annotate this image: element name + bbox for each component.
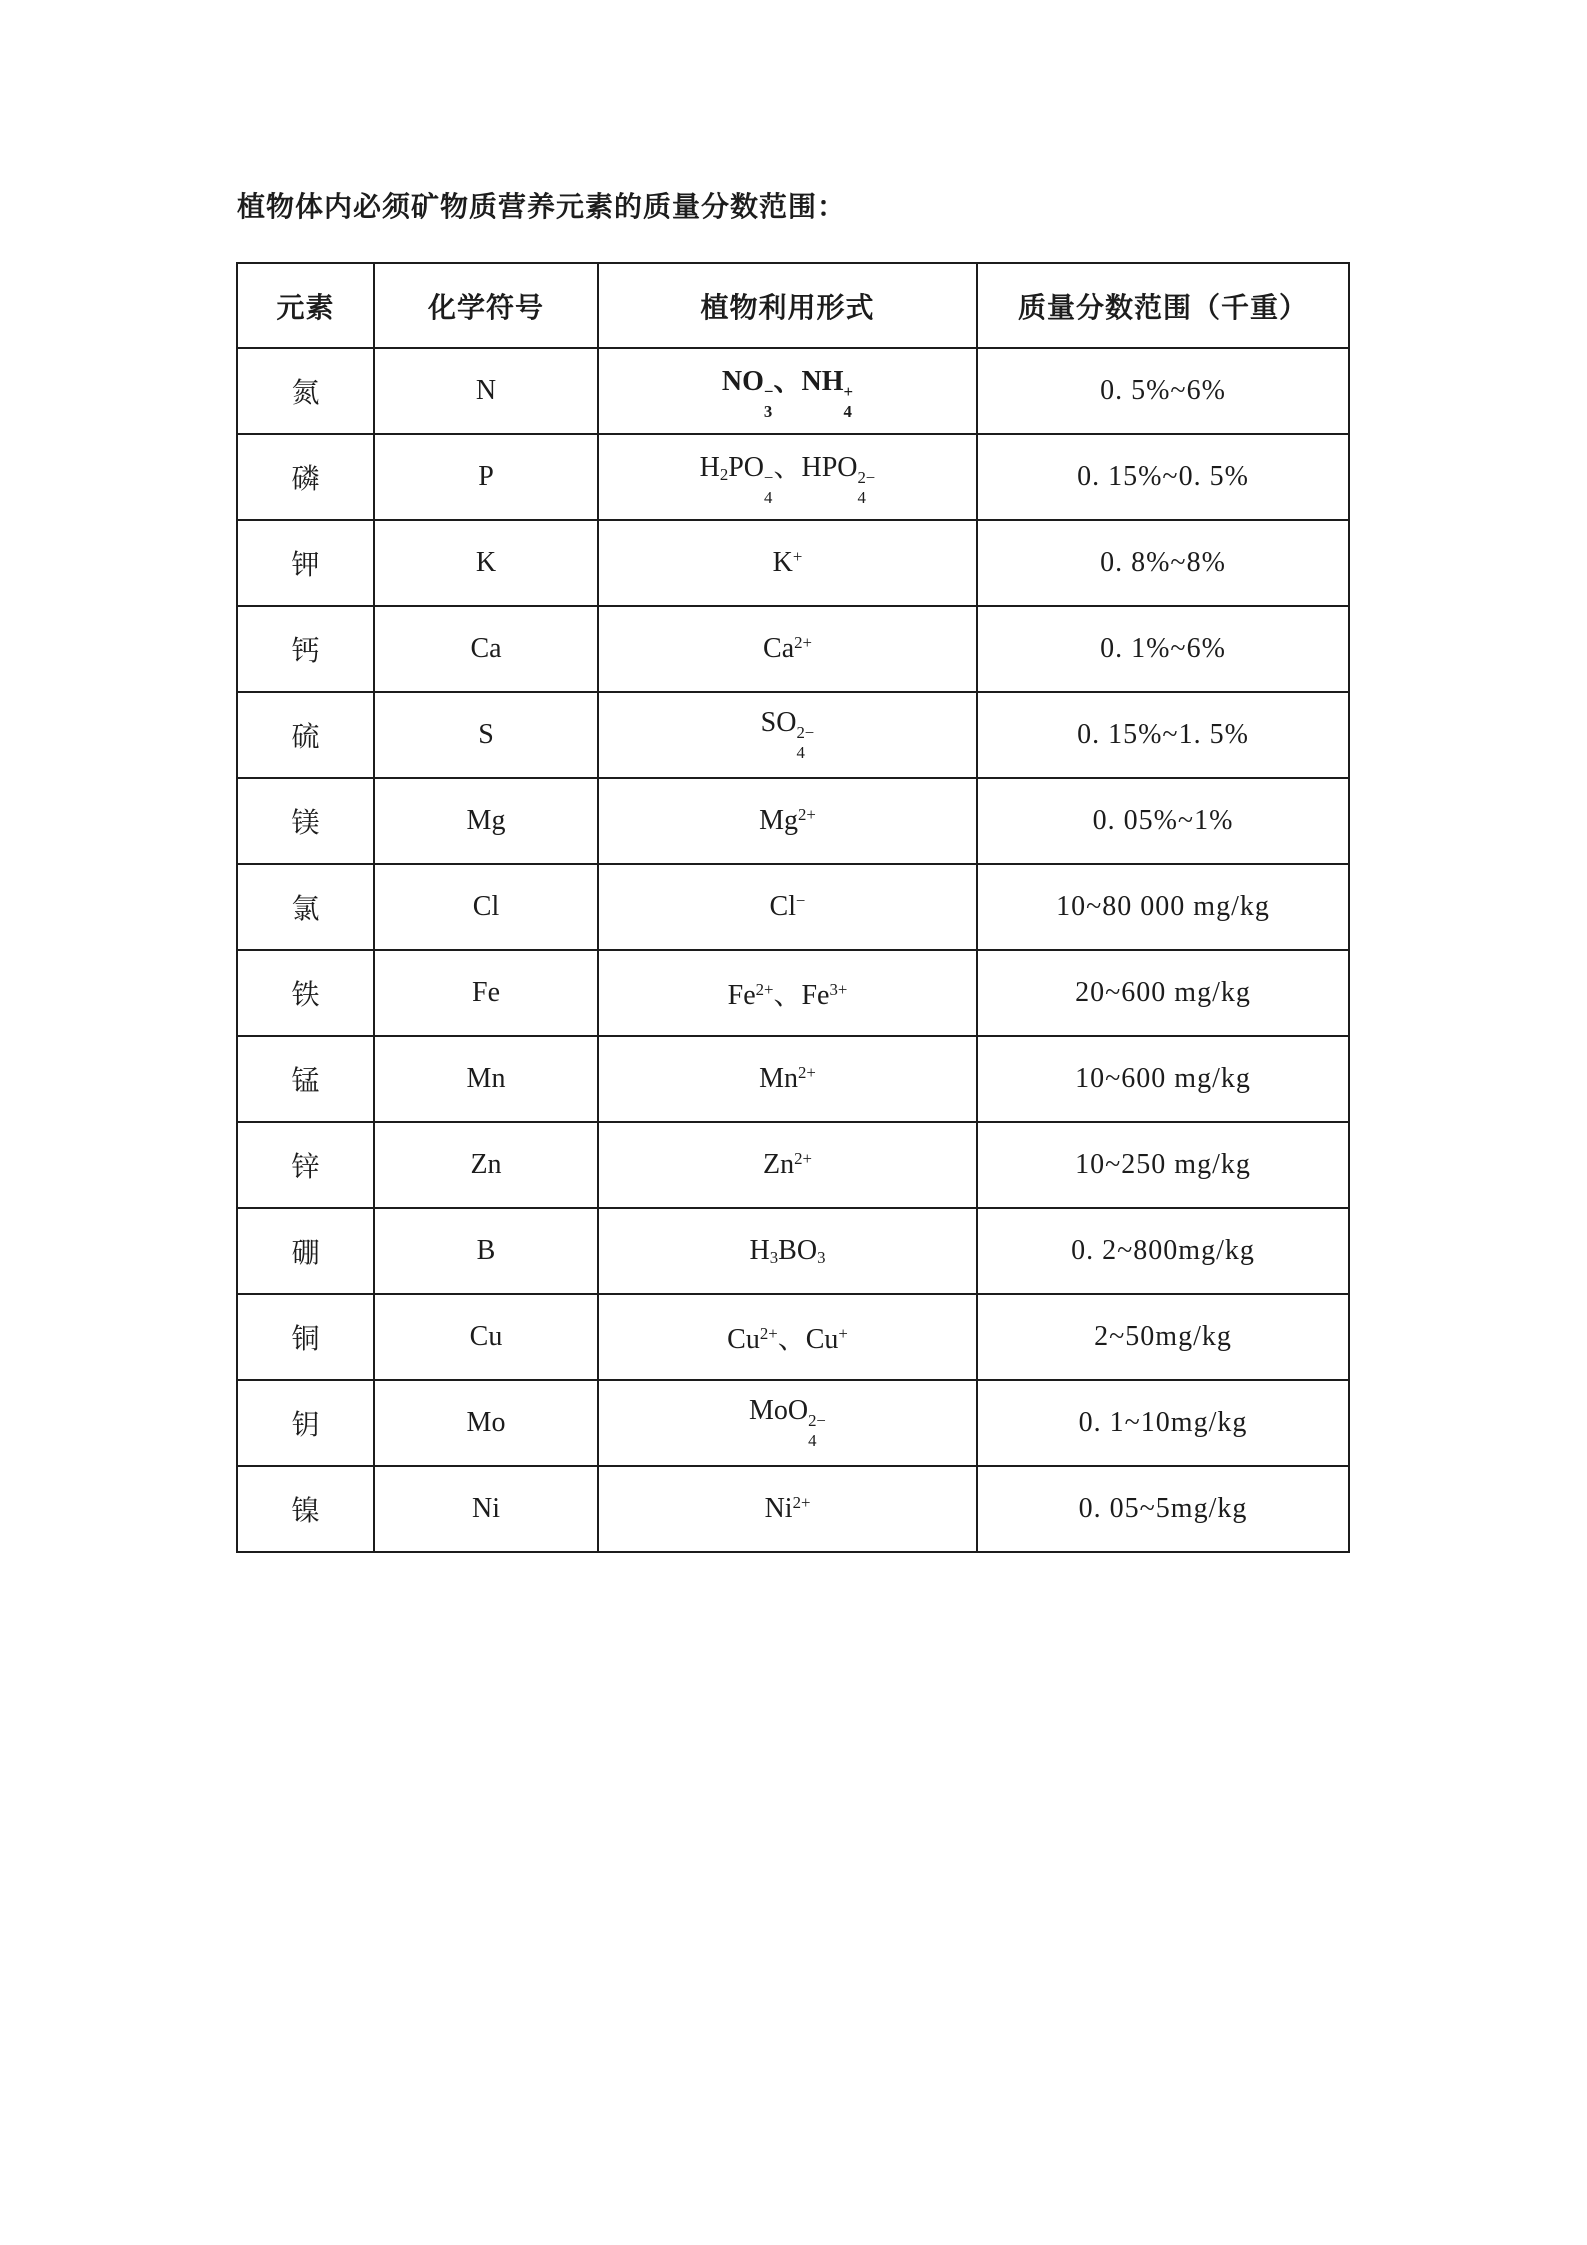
table-row <box>237 864 1349 950</box>
table-row <box>237 520 1349 606</box>
element-cell: 锌 <box>237 1122 374 1208</box>
table-row <box>237 1380 1349 1466</box>
range-cell: 0. 1~10mg/kg <box>977 1380 1349 1466</box>
form-cell <box>598 1036 977 1122</box>
header-range: 质量分数范围（千重） <box>977 263 1349 348</box>
form-cell <box>598 778 977 864</box>
chemical-formula: $Ca^{2+}$ <box>763 632 812 664</box>
chemical-formula: $Cu^{2+}$、Cu+ <box>727 1323 848 1355</box>
stacked-charge: 2− 4 <box>808 1410 826 1450</box>
table-row <box>237 434 1349 520</box>
form-cell <box>598 692 977 778</box>
chemical-formula: NO − 3 、NH + 4 <box>721 366 854 422</box>
form-cell <box>598 520 977 606</box>
table-row <box>237 950 1349 1036</box>
element-cell: 镁 <box>237 778 374 864</box>
range-cell: 0. 05%~1% <box>977 778 1349 864</box>
symbol-cell: Cl <box>374 864 598 950</box>
element-cell: 钙 <box>237 606 374 692</box>
element-cell: 铁 <box>237 950 374 1036</box>
range-cell: 0. 05~5mg/kg <box>977 1466 1349 1552</box>
range-cell: 2~50mg/kg <box>977 1294 1349 1380</box>
table-row <box>237 1036 1349 1122</box>
symbol-cell: Mn <box>374 1036 598 1122</box>
form-cell <box>598 1294 977 1380</box>
table-row <box>237 778 1349 864</box>
range-cell: 20~600 mg/kg <box>977 950 1349 1036</box>
page-title: 植物体内必须矿物质营养元素的质量分数范围： <box>237 192 847 223</box>
chemical-formula: $Fe^{2+}$、$Fe^{3+}$ <box>727 979 848 1011</box>
symbol-cell: Mg <box>374 778 598 864</box>
table-row <box>237 348 1349 434</box>
symbol-cell: Mo <box>374 1380 598 1466</box>
nutrient-table <box>236 262 1350 1553</box>
table-row <box>237 1122 1349 1208</box>
form-cell <box>598 1122 977 1208</box>
table-row <box>237 1208 1349 1294</box>
symbol-cell: N <box>374 348 598 434</box>
chemical-formula: $Mg^{2+}$ <box>759 804 816 836</box>
form-cell <box>598 950 977 1036</box>
element-cell: 硫 <box>237 692 374 778</box>
symbol-cell: S <box>374 692 598 778</box>
range-cell: 0. 15%~0. 5% <box>977 434 1349 520</box>
range-cell: 10~600 mg/kg <box>977 1036 1349 1122</box>
header-symbol: 化学符号 <box>374 263 598 348</box>
symbol-cell: Fe <box>374 950 598 1036</box>
stacked-charge: − 3 <box>763 382 774 422</box>
form-cell <box>598 348 977 434</box>
table-row <box>237 1466 1349 1552</box>
chemical-formula: $Zn^{2+}$ <box>763 1148 812 1180</box>
chemical-formula: $H_2PO$ − 4 、HPO 2− 4 <box>699 452 876 508</box>
element-cell: 氯 <box>237 864 374 950</box>
element-cell: 硼 <box>237 1208 374 1294</box>
header-element: 元素 <box>237 263 374 348</box>
symbol-cell: B <box>374 1208 598 1294</box>
form-cell <box>598 1466 977 1552</box>
form-cell <box>598 434 977 520</box>
element-cell: 氮 <box>237 348 374 434</box>
chemical-formula: Cl− <box>769 890 806 922</box>
chemical-formula: MoO 2− 4 <box>749 1394 826 1450</box>
element-cell: 钥 <box>237 1380 374 1466</box>
stacked-charge: 2− 4 <box>796 722 815 762</box>
element-cell: 锰 <box>237 1036 374 1122</box>
symbol-cell: Ni <box>374 1466 598 1552</box>
chemical-formula: $H_3BO_3$ <box>749 1235 826 1268</box>
form-cell <box>598 1380 977 1466</box>
chemical-formula: $Mn^{2+}$ <box>759 1062 816 1094</box>
symbol-cell: Ca <box>374 606 598 692</box>
stacked-charge: 2− 4 <box>857 468 876 508</box>
range-cell: 0. 8%~8% <box>977 520 1349 606</box>
range-cell: 0. 2~800mg/kg <box>977 1208 1349 1294</box>
range-cell: 0. 15%~1. 5% <box>977 692 1349 778</box>
range-cell: 10~250 mg/kg <box>977 1122 1349 1208</box>
element-cell: 镍 <box>237 1466 374 1552</box>
table-header-row <box>237 263 1349 348</box>
header-form: 植物利用形式 <box>598 263 977 348</box>
chemical-formula: $Ni^{2+}$ <box>764 1492 811 1524</box>
form-cell <box>598 864 977 950</box>
chemical-formula: SO 2− 4 <box>760 706 815 762</box>
form-cell <box>598 606 977 692</box>
symbol-cell: K <box>374 520 598 606</box>
table-row <box>237 692 1349 778</box>
stacked-charge: + 4 <box>843 382 854 422</box>
range-cell: 0. 1%~6% <box>977 606 1349 692</box>
symbol-cell: Zn <box>374 1122 598 1208</box>
symbol-cell: P <box>374 434 598 520</box>
element-cell: 铜 <box>237 1294 374 1380</box>
stacked-charge: − 4 <box>764 468 774 508</box>
element-cell: 磷 <box>237 434 374 520</box>
element-cell: 钾 <box>237 520 374 606</box>
range-cell: 0. 5%~6% <box>977 348 1349 434</box>
symbol-cell: Cu <box>374 1294 598 1380</box>
form-cell <box>598 1208 977 1294</box>
range-cell: 10~80 000 mg/kg <box>977 864 1349 950</box>
table-row <box>237 1294 1349 1380</box>
chemical-formula: K+ <box>772 546 803 578</box>
table-row <box>237 606 1349 692</box>
